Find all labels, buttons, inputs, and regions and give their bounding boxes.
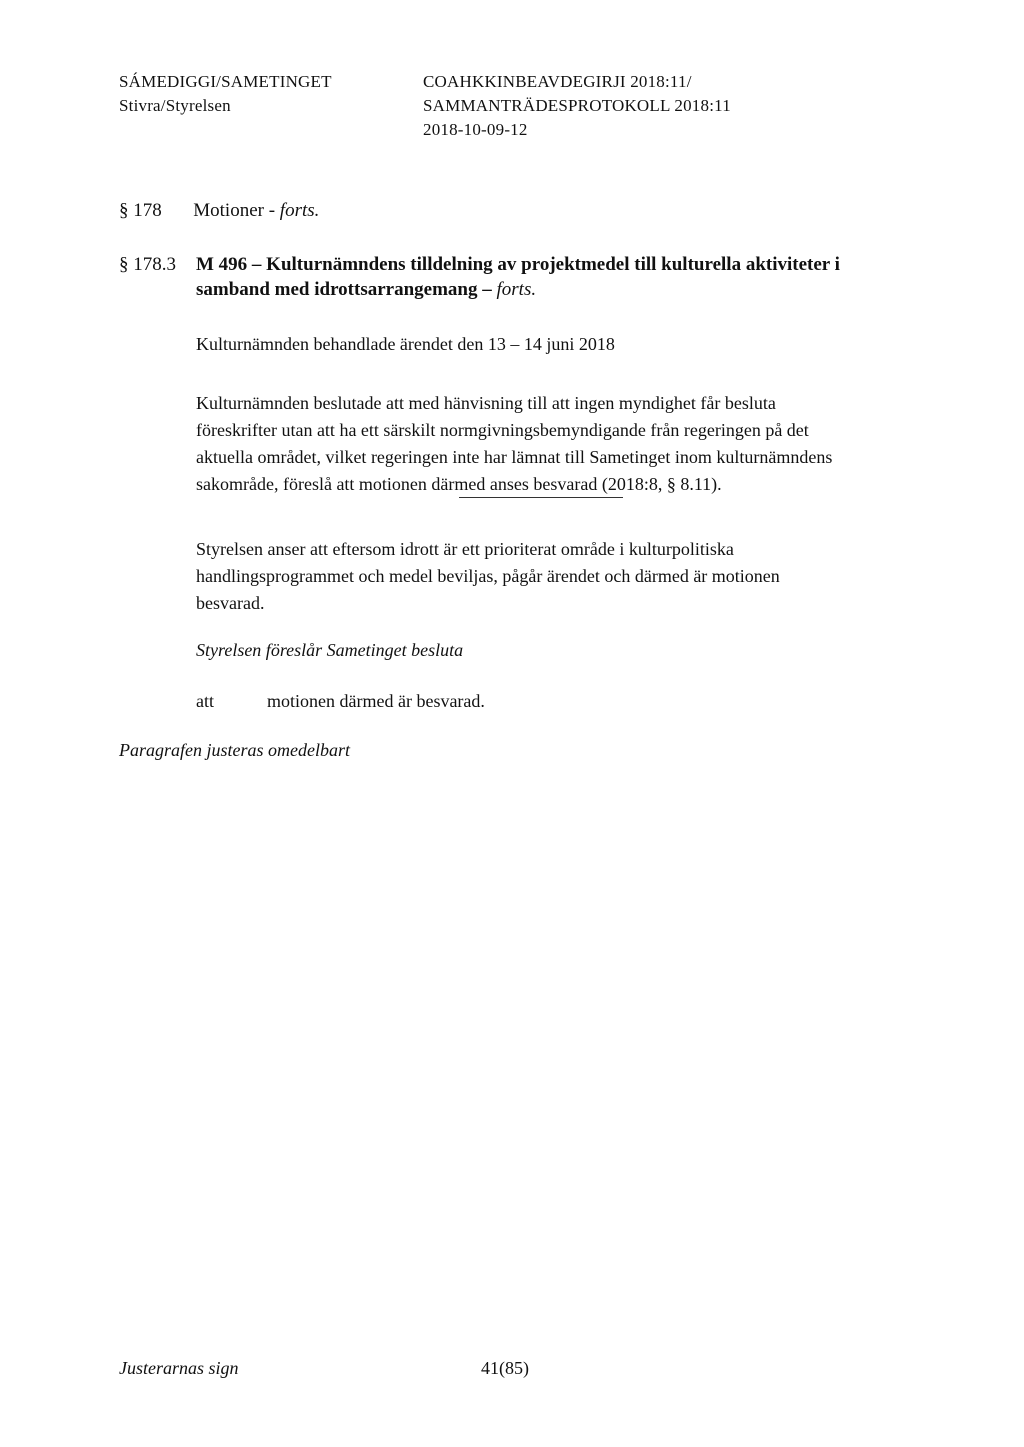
paragraph-line: sakområde, föreslå att motionen därmed anses besvarad (2018:8, § 8.11). bbox=[196, 474, 722, 494]
subsection-title-text: samband med idrottsarrangemang – bbox=[196, 279, 492, 300]
paragraph-line: aktuella området, vilket regeringen inte har lämnat till Sametinget inom kulturnämndens bbox=[196, 447, 833, 467]
subsection-symbol-number bbox=[119, 254, 176, 276]
paragraph-line: Kulturnämnden beslutade att med hänvisning till att ingen myndighet får besluta bbox=[196, 393, 776, 413]
header-org-name: SÁMEDIGGI/SAMETINGET bbox=[119, 72, 332, 91]
section-heading bbox=[119, 200, 319, 222]
paragraph-treatment: Kulturnämnden behandlade ärendet den 13 – 14 juni 2018 bbox=[196, 334, 615, 354]
footer-page-number: 41(85) bbox=[481, 1358, 529, 1378]
proposal-heading: Styrelsen föreslår Sametinget besluta bbox=[196, 640, 464, 660]
decision-att: att bbox=[196, 691, 214, 711]
section-symbol: § bbox=[119, 200, 129, 221]
decision-text: motionen därmed är besvarad. bbox=[267, 691, 485, 711]
footer-sign-label: Justerarnas sign bbox=[119, 1358, 239, 1378]
paragraph-board-opinion bbox=[196, 536, 780, 617]
subsection-title-line1: M 496 – Kulturnämndens tilldelning av projektmedel till kulturella aktiviteter i bbox=[196, 254, 840, 275]
header-doc-title: COAHKKINBEAVDEGIRJI 2018:11/ bbox=[423, 72, 692, 91]
closing-note: Paragrafen justeras omedelbart bbox=[119, 740, 350, 760]
subsection-title-line2 bbox=[196, 279, 536, 301]
separator-line bbox=[459, 497, 623, 498]
header-doc-subtitle: SAMMANTRÄDESPROTOKOLL 2018:11 bbox=[423, 96, 731, 115]
header-org-unit: Stivra/Styrelsen bbox=[119, 96, 231, 115]
subsection-symbol: § bbox=[119, 254, 129, 275]
header-doc-date: 2018-10-09-12 bbox=[423, 120, 528, 139]
subsection-number: 178.3 bbox=[133, 254, 176, 275]
section-title: Motioner - bbox=[193, 200, 276, 221]
paragraph-line: föreskrifter utan att ha ett särskilt normgivningsbemyndigande från regeringen på det bbox=[196, 420, 809, 440]
paragraph-committee-decision bbox=[196, 390, 832, 498]
section-number: 178 bbox=[133, 200, 162, 221]
section-title-suffix: forts. bbox=[279, 200, 320, 221]
subsection-title-suffix: forts. bbox=[496, 279, 537, 300]
paragraph-line: besvarad. bbox=[196, 593, 265, 613]
paragraph-line: Styrelsen anser att eftersom idrott är ett prioriterat område i kulturpolitiska bbox=[196, 539, 734, 559]
paragraph-line: handlingsprogrammet och medel beviljas, pågår ärendet och därmed är motionen bbox=[196, 566, 780, 586]
